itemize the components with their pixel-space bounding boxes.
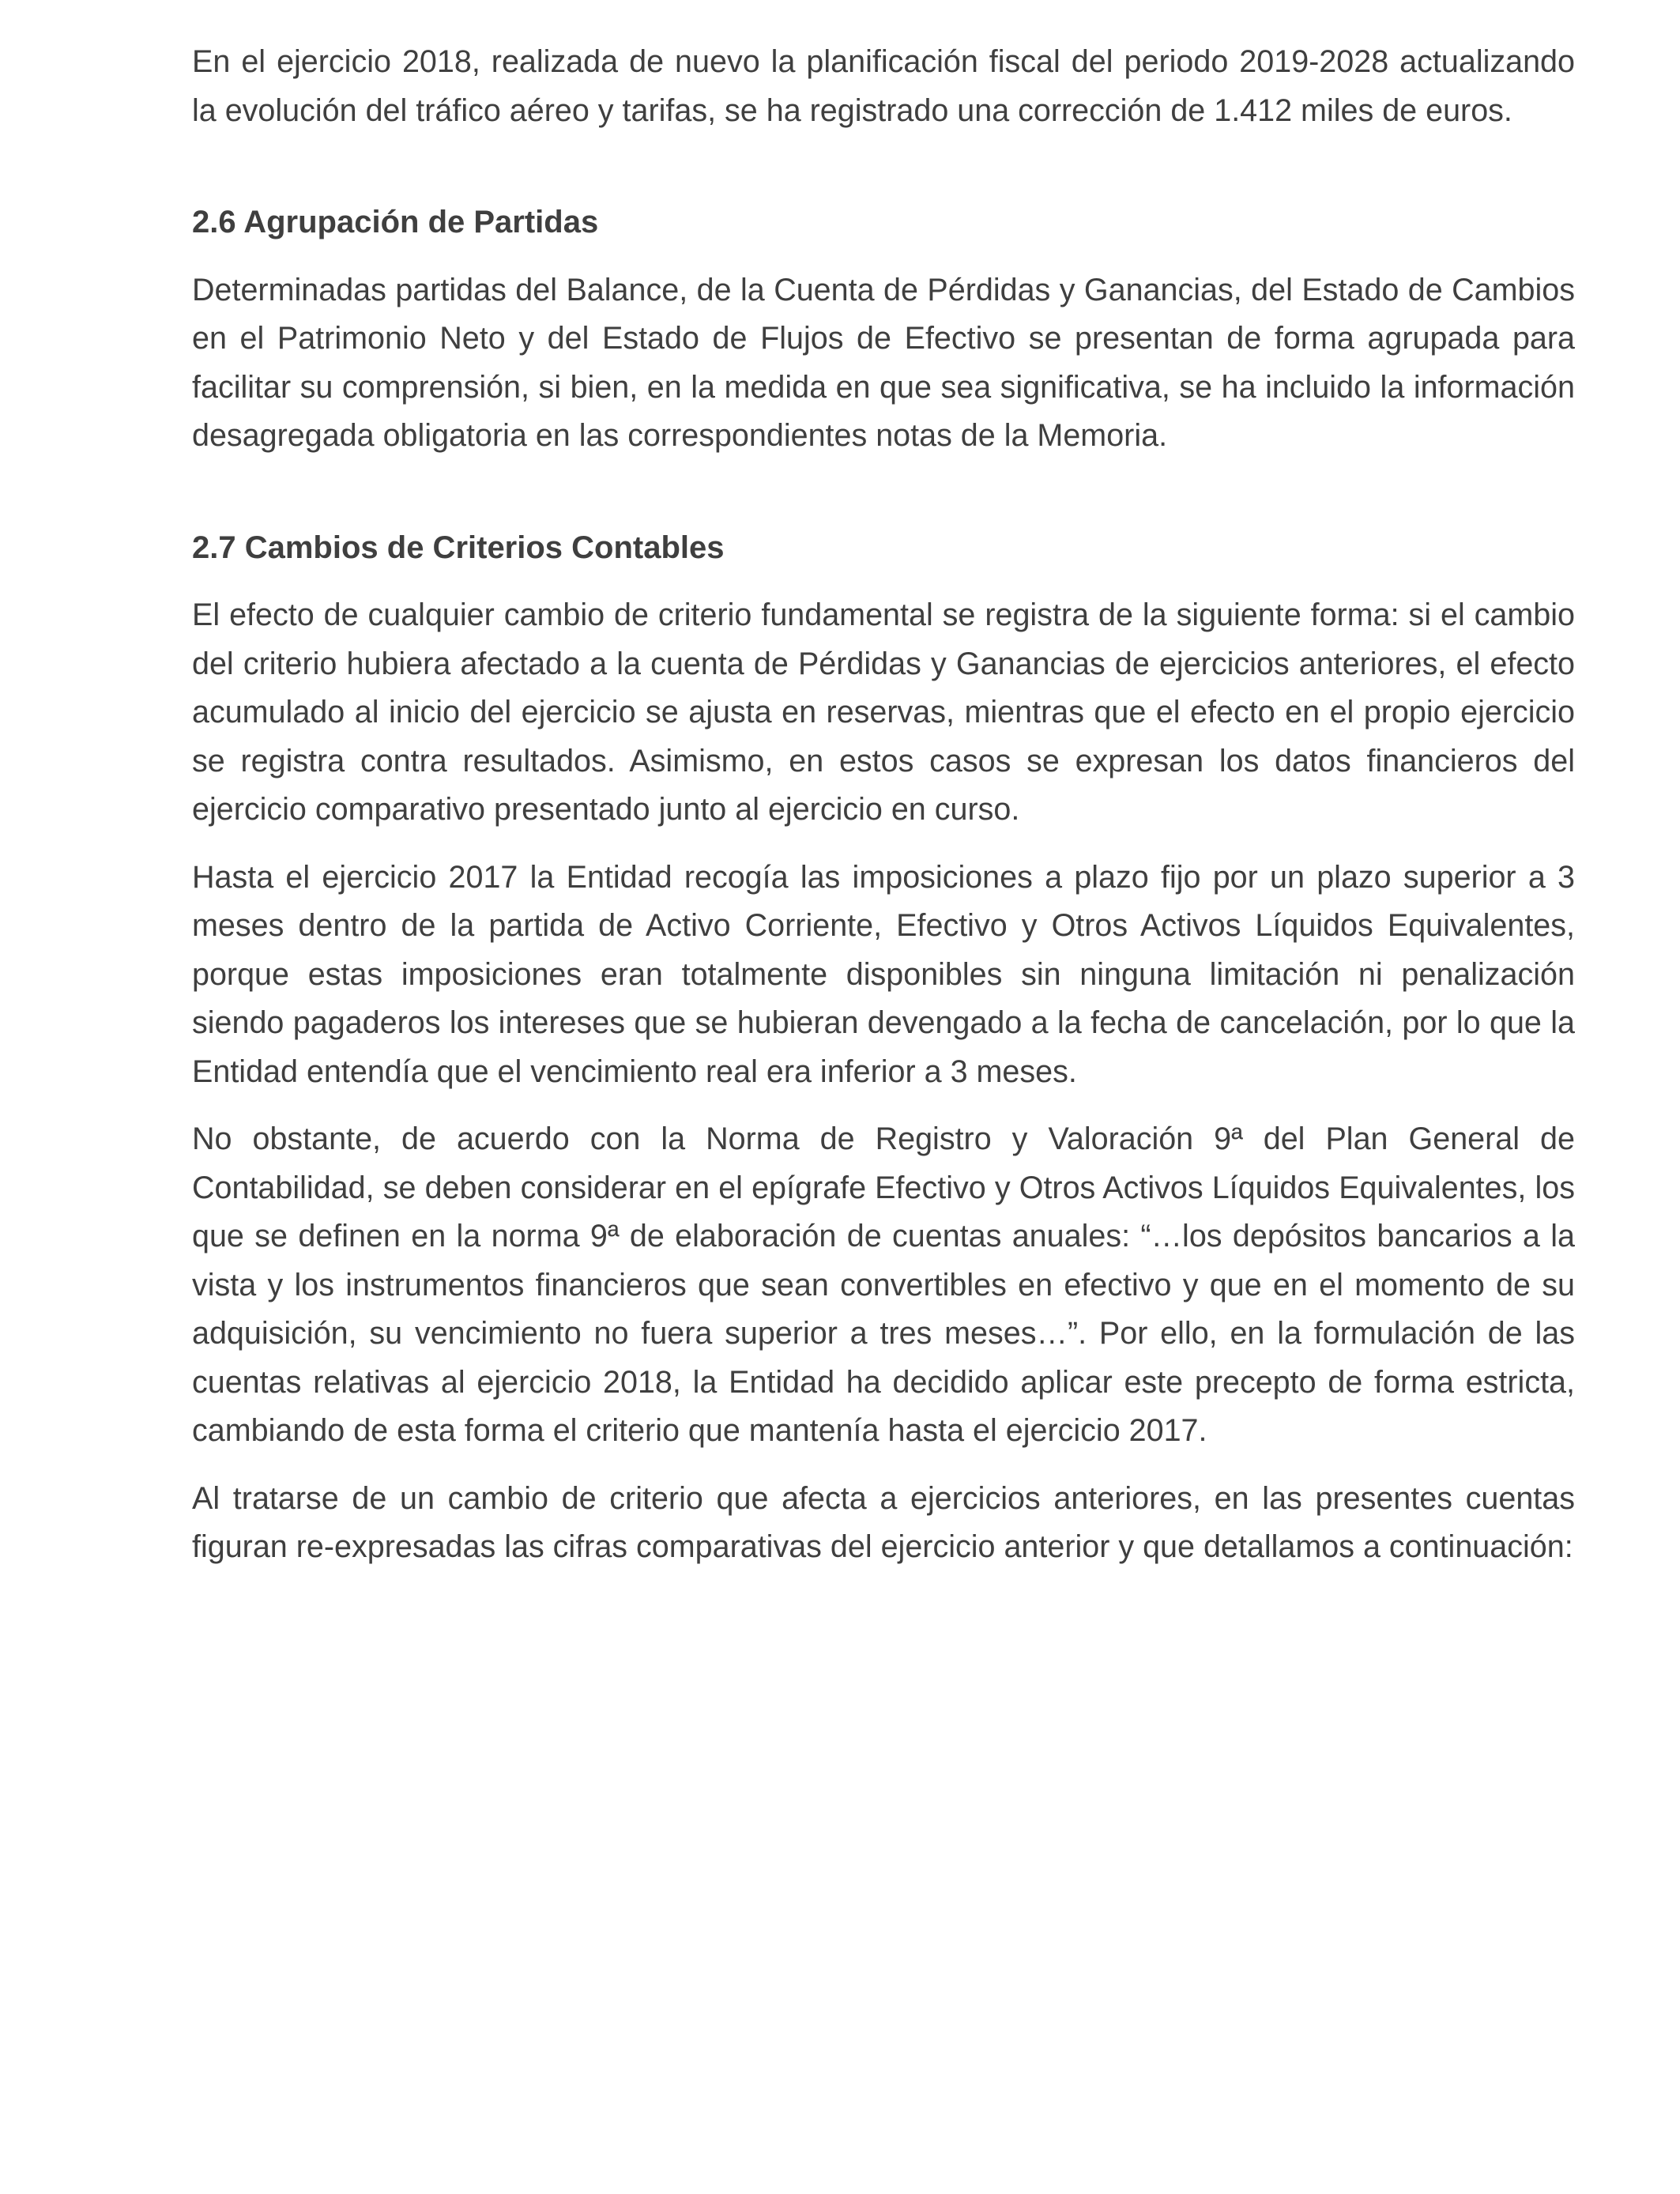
cambios-criterios-paragraph-4: Al tratarse de un cambio de criterio que afecta a ejercicios anteriores, en las presentes cuentas figuran re-expresadas las cifras comparativas del ejercicio anterior y que detallamos a continuación: xyxy=(192,1480,1575,1564)
section-heading-cambios-criterios: 2.7 Cambios de Criterios Contables xyxy=(192,530,725,565)
cambios-criterios-paragraph-2: Hasta el ejercicio 2017 la Entidad recogía las imposiciones a plazo fijo por un plazo superior a 3 meses dentro de la partida de Activo Corriente, Efectivo y Otros Activos Líquidos Equivalentes, porque estas imposiciones eran totalmente disponibles sin ninguna limitación ni penalización siendo pagaderos los intereses que se hubieran devengado a la fecha de cancelación, por lo que la Entidad entendía que el vencimiento real era inferior a 3 meses. xyxy=(192,859,1575,1089)
intro-paragraph: En el ejercicio 2018, realizada de nuevo la planificación fiscal del periodo 2019-2028 actualizando la evolución del tráfico aéreo y tarifas, se ha registrado una corrección de 1.412 miles de euros. xyxy=(192,44,1575,128)
cambios-criterios-paragraph-1: El efecto de cualquier cambio de criterio fundamental se registra de la siguiente forma: si el cambio del criterio hubiera afectado a la cuenta de Pérdidas y Ganancias de ejercicios anteriores, el efecto acumulado al inicio del ejercicio se ajusta en reservas, mientras que el efecto en el propio ejercicio se registra contra resultados. Asimismo, en estos casos se expresan los datos financieros del ejercicio comparativo presentado junto al ejercicio en curso. xyxy=(192,598,1575,827)
cambios-criterios-paragraph-3: No obstante, de acuerdo con la Norma de Registro y Valoración 9ª del Plan General de Contabilidad, se deben considerar en el epígrafe Efectivo y Otros Activos Líquidos Equivalentes, los que se definen en la norma 9ª de elaboración de cuentas anuales: “…los depósitos bancarios a la vista y los instrumentos financieros que sean convertibles en efectivo y que en el momento de su adquisición, su vencimiento no fuera superior a tres meses…”. Por ello, en la formulación de las cuentas relativas al ejercicio 2018, la Entidad ha decidido aplicar este precepto de forma estricta, cambiando de esta forma el criterio que mantenía hasta el ejercicio 2017. xyxy=(192,1122,1575,1448)
section-heading-agrupacion-partidas: 2.6 Agrupación de Partidas xyxy=(192,205,599,239)
agrupacion-partidas-paragraph: Determinadas partidas del Balance, de la Cuenta de Pérdidas y Ganancias, del Estado de Cambios en el Patrimonio Neto y del Estado de Flujos de Efectivo se presentan de forma agrupada para facilitar su comprensión, si bien, en la medida en que sea significativa, se ha incluido la información desagregada obligatoria en las correspondientes notas de la Memoria. xyxy=(192,272,1575,453)
document-page xyxy=(192,38,1575,1572)
